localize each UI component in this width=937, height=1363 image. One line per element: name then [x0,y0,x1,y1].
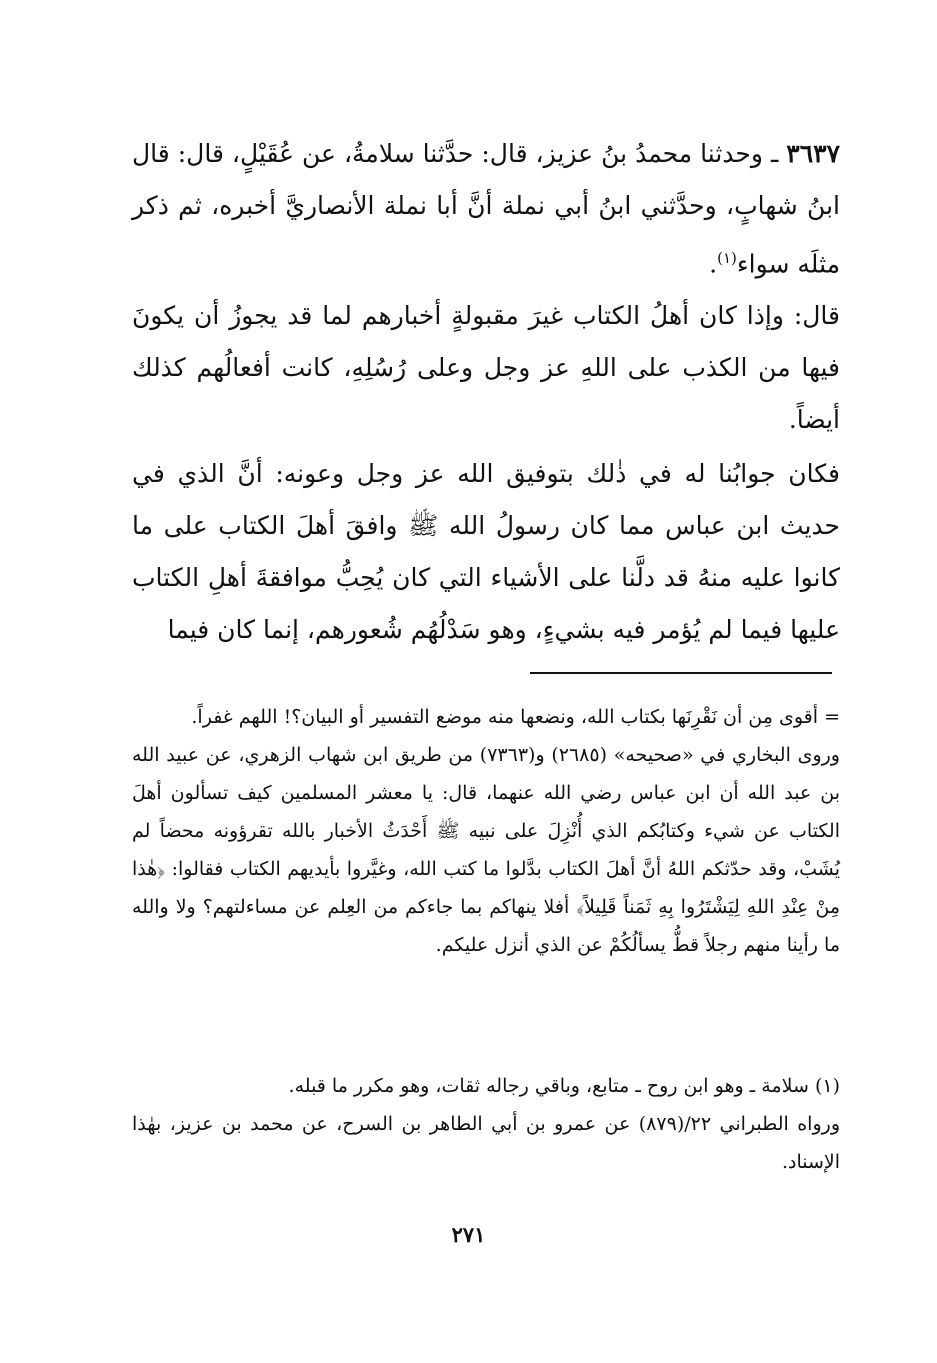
footnote-line: (١) سلامة ـ وهو ابن روح ـ متابع، وباقي رجاله ثقات، وهو مكرر ما قبله. [288,1075,840,1097]
footnote-marker: (١) [717,249,737,267]
hadith-paragraph-3637 [132,128,840,290]
page-number: ٢٧١ [451,1222,486,1247]
footnote-line: ورواه الطبراني ٢٢/(٨٧٩) عن عمرو بن أبي الطاهر بن السرح، عن محمد بن عزيز، بهٰذا الإسناد. [132,1113,840,1173]
answer-text: فكان جوابُنا له في ذٰلك بتوفيق الله عز وجل وعونه: أنَّ الذي في حديث ابن عباس مما كان رسولُ الله ﷺ وافقَ أهلَ الكتاب على ما كانوا عليه منهُ قد دلَّنا على الأشياء التي كان يُحِبُّ موافقةَ أهلِ الكتاب عليها فيما لم يُؤمر فيه بشيءٍ، وهو سَدْلُهُم شُعورهم، إنما كان فيما [132,459,840,644]
hadith-number: ٣٦٣٧ [786,139,841,168]
footnote-1 [132,1067,840,1181]
footnote-line: = أقوى مِن أن نَقْرِنَها بكتاب الله، ونضعها منه موضع التفسير أو البيان؟! اللهم غفراً. [191,706,840,728]
footnote-separator [530,672,832,674]
footnote-line: وروى البخاري في «صحيحه» (٢٦٨٥) و(٧٣٦٣) من طريق ابن شهاب الزهري، عن عبيد الله بن عبد الله أن ابن عباس رضي الله عنهما، قال: يا معشر المسلمين كيف تسألون أهلَ الكتاب عن شيء وكتابُكم الذي أُنْزِلَ على نبيه ﷺ أَحْدَثُ الأخبار بالله تقرؤونه محضاً لم يُشَبْ، وقد حدّثكم اللهُ أنَّ أهلَ الكتاب بدَّلوا ما كتب الله، وغيَّروا بأيديهم الكتاب فقالوا: ﴿هٰذا مِنْ عِنْدِ اللهِ لِيَشْتَرُوا بِهِ ثَمَناً قَلِيلاً﴾ أفلا ينهاكم بما جاءكم من العِلم عن مساءلتهم؟ ولا والله ما رأينا منهم رجلاً قطُّ يسألُكُمْ عن الذي أنزل عليكم. [132,744,840,956]
sentence-end: . [709,249,718,279]
footnote-continuation [132,698,840,964]
hadith-body: ـ وحدثنا محمدُ بنُ عزيز، قال: حدَّثنا سلامةُ، عن عُقَيْلٍ، قال: قال ابنُ شهابٍ، وحدَّثني ابنُ أبي نملة أنَّ أبا نملة الأنصاريَّ أخبره، ثم ذكر مثلَه سواء [132,139,840,279]
hadith-text [132,128,840,290]
commentary-paragraph [132,290,840,446]
commentary-text: قال: وإذا كان أهلُ الكتاب غيرَ مقبولةٍ أخبارهم لما قد يجوزُ أن يكونَ فيها من الكذب على اللهِ عز وجل وعلى رُسُلِهِ، كانت أفعالُهم كذلك أيضاً. [132,301,840,434]
answer-paragraph [132,448,840,656]
